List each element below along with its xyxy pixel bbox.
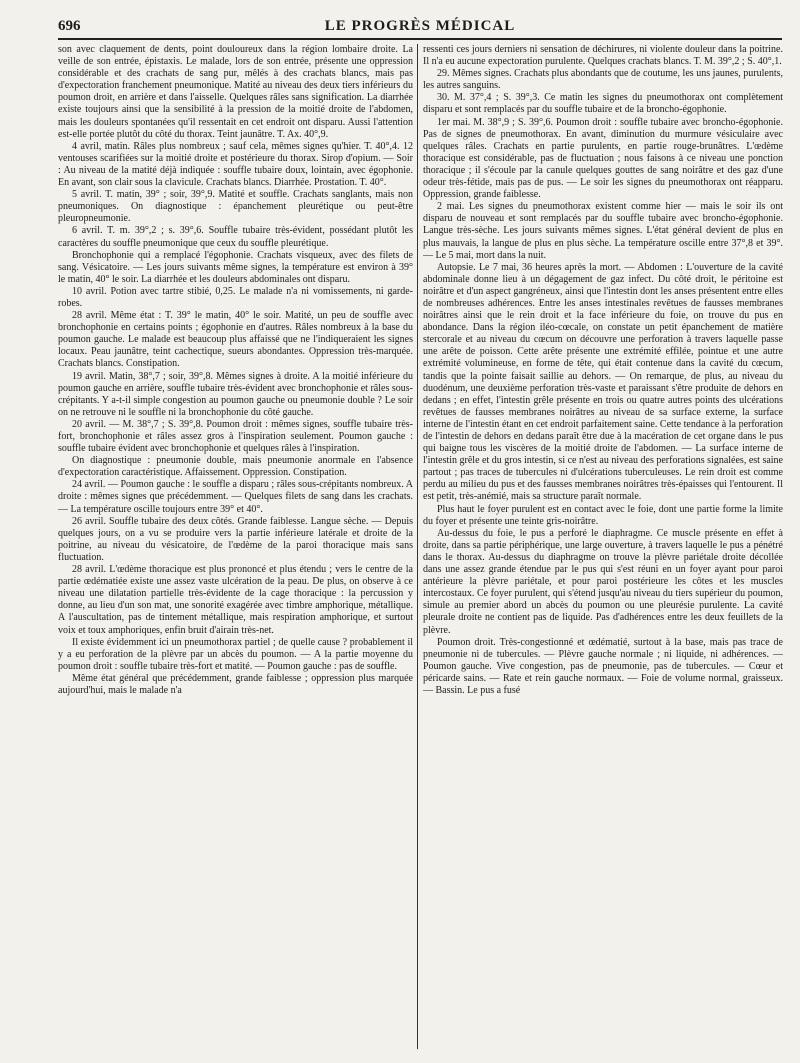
- paragraph: 2 mai. Les signes du pneumothorax existent comme hier — mais le soir ils ont disparu de nouveau et sont remplacés par du souffle tubaire avec broncho-égophonie. Langue très-sèche. Les jours suivants mêmes signes. L'état général devient de plus en plus mauvais, la langue de plus en plus sèche. La température oscille entre 37°,8 et 39°. — Le 5 mai, mort dans la nuit.: [423, 201, 783, 261]
- left-column: [58, 44, 413, 1049]
- paragraph: Même état général que précédemment, grande faiblesse ; oppression plus marquée aujourd'hui, mais le malade n'a: [58, 672, 413, 696]
- column-divider: [417, 44, 418, 1049]
- paragraph: Autopsie. Le 7 mai, 36 heures après la mort. — Abdomen : L'ouverture de la cavité abdominale donne lieu à un dégagement de gaz infect. Du côté droit, le péritoine est noirâtre et d'un aspect gangréneux, ainsi que l'intestin dont les anses présentent entre elles de nombreuses adhérences. Entre les anses intestinales revêtues de fausses membranes noirâtres ainsi que le rein droit et la face inférieure du foie, on trouve du pus en abondance. Dans la région iléo-cœcale, on constate un petit épanchement de matière stercorale et au niveau du cœcum on découvre une perforation à travers laquelle passe une arête de poisson. Cette arête présente une extrémité effilée, pointue et une autre extrémité volumineuse, en forme de tête, qui était contenue dans la cavité du cœcum, tandis que la pointe faisait saillie au dehors. — On remarque, de plus, au niveau du duodénum, une deuxième perforation très-vaste et paraissant s'être produite de dehors en dedans ; en effet, l'intestin grêle présente en trois ou quatre autres points des ulcérations revêtues de fausses membranes noirâtres au niveau de sa surface externe, la surface interne de l'intestin étant en cet endroit parfaitement saine. Cette tendance à la perforation de l'intestin de dehors en dedans paraît être due à la macération de cet organe dans le pus qui baigne tous les viscères de la moitié droite de l'abdomen. — La surface interne de l'intestin grêle et du gros intestin, si ce n'est au niveau des perforations signalées, est saine partout ; pas traces de tubercules ni d'ulcérations tuberculeuses. Le rein droit est comme perdu au milieu du pus et des fausses membranes noirâtres très-épaisses qui l'entourent. Il est petit, très-anémié, mais sa structure paraît normale.: [423, 261, 783, 503]
- paragraph: Poumon droit. Très-congestionné et œdématié, surtout à la base, mais pas trace de pneumonie ni de tubercules. — Plèvre gauche normale ; ni liquide, ni adhérences. — Poumon gauche. Vive congestion, pas de pneumonie, pas de tubercules. — Cœur et péricarde sains. — Rate et rein gauche normaux. — Foie de volume normal, graisseux. — Bassin. Le pus a fusé: [423, 636, 783, 696]
- paragraph: 20 avril. — M. 38°,7 ; S. 39°,8. Poumon droit : mêmes signes, souffle tubaire très-fort, bronchophonie et râles assez gros à l'inspiration seulement. Poumon gauche : souffle tubaire évident avec bronchophonie et quelques râles à l'inspiration.: [58, 418, 413, 455]
- paragraph: ressenti ces jours derniers ni sensation de déchirures, ni violente douleur dans la poitrine. Il n'a eu aucune expectoration purulente. Quelques crachats blancs. T. M. 39°,2 ; S. 40°,1.: [423, 44, 783, 68]
- paragraph: 28 avril. Même état : T. 39° le matin, 40° le soir. Matité, un peu de souffle avec bronchophonie en certains points ; égophonie en d'autres. Râles nombreux à la base du poumon gauche. Le malade est beaucoup plus affaissé que ne l'indiqueraient les signes locaux. Peau jaunâtre, teint cachectique, sueurs abondantes. Oppression très-marquée. Crachats blancs. Constipation.: [58, 310, 413, 370]
- paragraph: 29. Mêmes signes. Crachats plus abondants que de coutume, les uns jaunes, purulents, les autres sanguins.: [423, 68, 783, 92]
- paragraph: 28 avril. L'œdème thoracique est plus prononcé et plus étendu ; vers le centre de la partie œdématiée existe une assez vaste ulcération de la peau. De plus, on observe à ce niveau une dilatation partielle très-évidente de la cage thoracique : la percussion y donne, au lieu d'un son mat, une sonorité exagérée avec timbre amphorique, métallique. A l'auscultation, pas de tintement métallique, mais respiration amphorique, et surtout voix et toux amphoriques, enfin bruit d'airain très-net.: [58, 564, 413, 636]
- paragraph: 10 avril. Potion avec tartre stibié, 0,25. Le malade n'a ni vomissements, ni garde-robes.: [58, 285, 413, 309]
- paragraph: 30. M. 37°,4 ; S. 39°,3. Ce matin les signes du pneumothorax ont complètement disparu et sont remplacés par du souffle tubaire et de la broncho-égophonie.: [423, 92, 783, 116]
- paragraph: Au-dessus du foie, le pus a perforé le diaphragme. Ce muscle présente en effet à droite, dans sa partie périphérique, une large ouverture, à travers laquelle le pus a pénétré dans le thorax. Au-dessus du diaphragme on trouve la plèvre pariétale droite décollée dans une assez grande étendue par le pus qui s'est réuni en un foyer ayant pour paroi antérieure la plèvre pariétale, et pour paroi postérieure les côtes et les muscles intercostaux. Ce foyer purulent, qui s'étend jusqu'au niveau du tiers supérieur du poumon, simule au premier abord un abcès du poumon ou une pleurésie purulente. La cavité pleurale droite ne contient pas de liquide. Pas d'adhérences entre les deux feuillets de la plèvre.: [423, 527, 783, 636]
- paragraph: 6 avril. T. m. 39°,2 ; s. 39°,6. Souffle tubaire très-évident, possédant plutôt les caractères du souffle pneumonique que ceux du souffle pleurétique.: [58, 225, 413, 249]
- paragraph: 26 avril. Souffle tubaire des deux côtés. Grande faiblesse. Langue sèche. — Depuis quelques jours, on a vu se produire vers la partie inférieure latérale et droite de la poitrine, au niveau du vésicatoire, de l'œdème de la paroi thoracique mais sans fluctuation.: [58, 515, 413, 563]
- paragraph: 24 avril. — Poumon gauche : le souffle a disparu ; râles sous-crépitants nombreux. A droite : mêmes signes que précédemment. — Quelques filets de sang dans les crachats. — La température oscille toujours entre 39° et 40°.: [58, 479, 413, 515]
- paragraph: On diagnostique : pneumonie double, mais pneumonie anormale en l'absence d'expectoration caractéristique. Affaissement. Oppression. Constipation.: [58, 455, 413, 479]
- page-number: 696: [58, 18, 81, 34]
- paragraph: 5 avril. T. matin, 39° ; soir, 39°,9. Matité et souffle. Crachats sanglants, mais non pneumoniques. On diagnostique : épanchement pleurétique ou peut-être pleuropneumonie.: [58, 189, 413, 225]
- journal-title: LE PROGRÈS MÉDICAL: [324, 18, 516, 34]
- header-rule: [58, 38, 782, 40]
- paragraph: Bronchophonie qui a remplacé l'égophonie. Crachats visqueux, avec des filets de sang. Vésicatoire. — Les jours suivants même signes, la température est environ à 39° le matin, 40° le soir. La diarrhée et les douleurs abdominales ont disparu.: [58, 249, 413, 285]
- page-header: [58, 16, 782, 38]
- right-column: [423, 44, 783, 1049]
- paragraph: son avec claquement de dents, point douloureux dans la région lombaire droite. La veille de son entrée, épistaxis. Le malade, lors de son entrée, présente une oppression considérable et des crachats de sang pur, mêlés à des crachats blancs, mais pas d'expectoration franchement pneumonique. Matité au niveau des deux tiers inférieurs du poumon droit, en arrière et dans l'aisselle. Quelques râles sans signification. La diarrhée existe toujours ainsi que la sensibilité à la pression de la moitié droite de l'abdomen, mais les douleurs spontanées qu'il ressentait en cet endroit ont disparu. Aussi l'attention est-elle portée plutôt du côté du thorax. Teint jaunâtre. T. Ax. 40°,9.: [58, 44, 413, 140]
- paragraph: 1er mai. M. 38°,9 ; S. 39°,6. Poumon droit : souffle tubaire avec broncho-égophonie. Pas de signes de pneumothorax. En avant, diminution du murmure vésiculaire avec quelques râles. Crachats en partie purulents, en partie rouge-brunâtres. L'œdème thoracique est considérable, pas de fluctuation ; nous faisons à ce niveau une ponction thoracique ; il s'écoule par la canule quelques gouttes de sang noirâtre et des gaz d'une odeur très-fétide, mais pas de pus. — Le soir les signes du pneumothorax ont réapparu. Oppression, grande faiblesse.: [423, 116, 783, 201]
- paragraph: Il existe évidemment ici un pneumothorax partiel ; de quelle cause ? probablement il y a eu perforation de la plèvre par un abcès du poumon. — A la partie moyenne du poumon droit : souffle tubaire très-fort et matité. — Poumon gauche : pas de souffle.: [58, 636, 413, 672]
- paragraph: 19 avril. Matin, 38°,7 ; soir, 39°,8. Mêmes signes à droite. A la moitié inférieure du poumon gauche en arrière, souffle tubaire très-évident avec bronchophonie et râles sous-crépitants. Y a-t-il simple congestion au poumon gauche ou pneumonie double ? Le soir on ne retrouve ni le souffle ni la bronchophonie du côté gauche.: [58, 370, 413, 418]
- paragraph: 4 avril, matin. Râles plus nombreux ; sauf cela, mêmes signes qu'hier. T. 40°,4. 12 ventouses scarifiées sur la moitié droite et postérieure du thorax. Sirop d'opium. — Soir : Au niveau de la matité déjà indiquée : souffle tubaire doux, lointain, avec égophonie. En avant, son clair sous la clavicule. Crachats blancs. Diarrhée. Prostation. T. 40°.: [58, 140, 413, 189]
- paragraph: Plus haut le foyer purulent est en contact avec le foie, dont une partie forme la limite du foyer et présente une teinte gris-noirâtre.: [423, 503, 783, 527]
